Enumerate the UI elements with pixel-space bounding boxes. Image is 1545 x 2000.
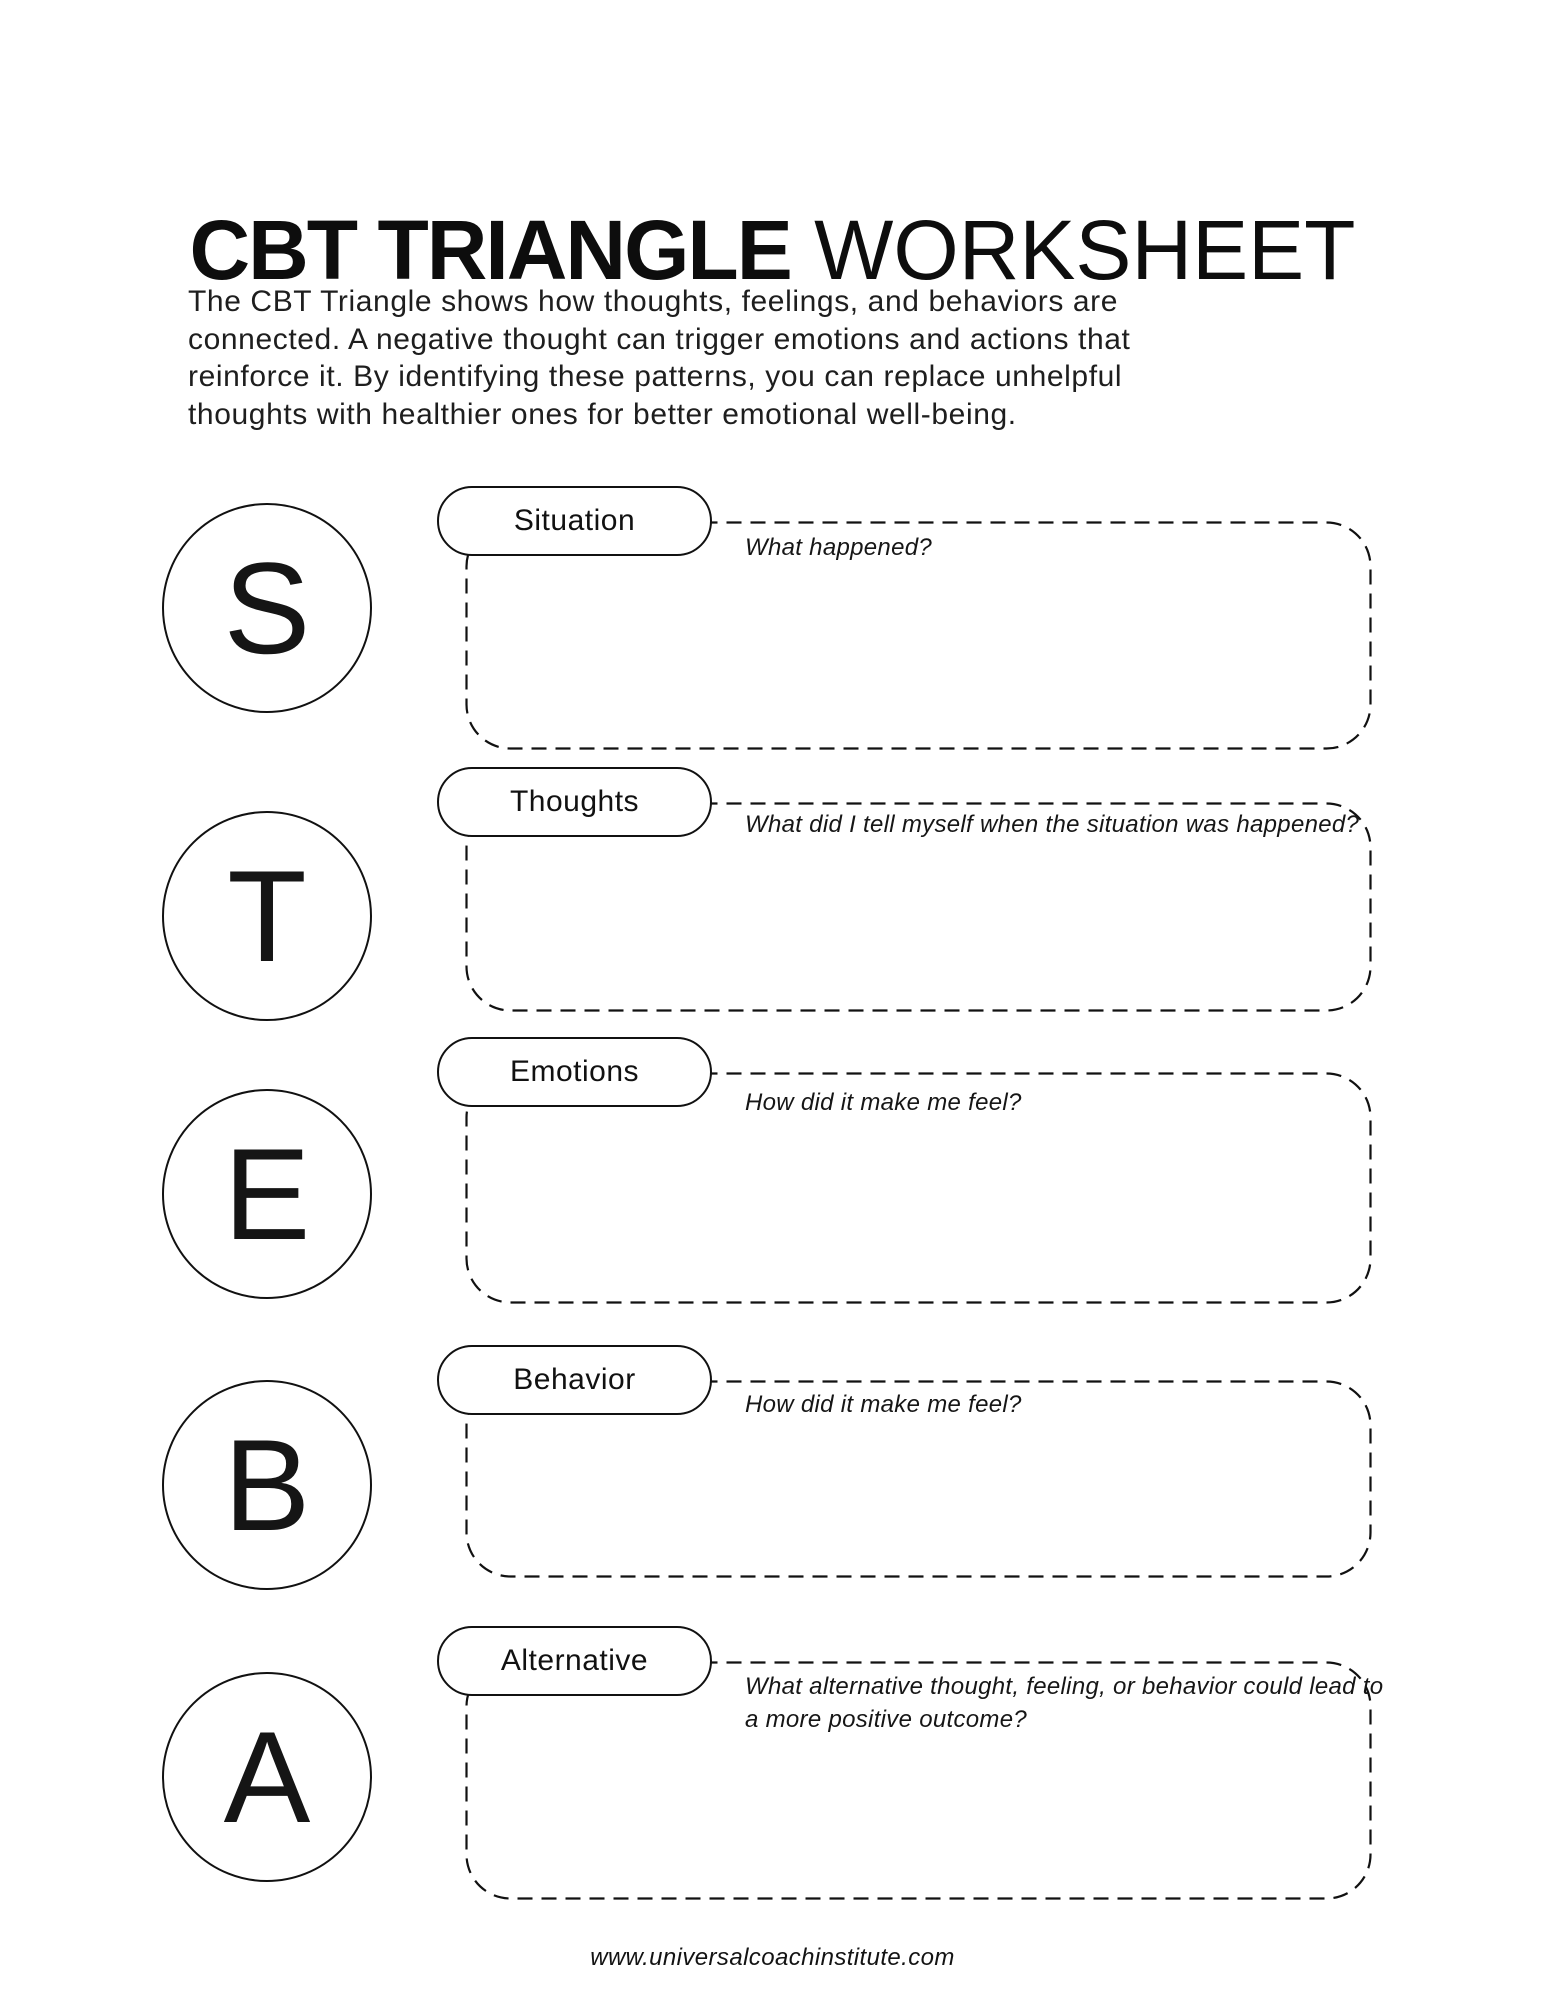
letter-circle-s: S <box>162 503 372 713</box>
label-pill-alternative: Alternative <box>437 1626 712 1696</box>
label-pill-behavior: Behavior <box>437 1345 712 1415</box>
prompt-text-alternative: What alternative thought, feeling, or behavior could lead to a more positive outcome? <box>745 1673 1384 1733</box>
letter-circle-b: B <box>162 1380 372 1590</box>
intro-line: connected. A negative thought can trigger emotions and actions that <box>188 322 1131 356</box>
page-title-light: WORKSHEET <box>814 203 1356 298</box>
letter-circle-t: T <box>162 811 372 1021</box>
footer-url: www.universalcoachinstitute.com <box>590 1944 955 1971</box>
label-pill-thoughts: Thoughts <box>437 767 712 837</box>
label-pill-emotions: Emotions <box>437 1037 712 1107</box>
letter-circle-e: E <box>162 1089 372 1299</box>
intro-line: The CBT Triangle shows how thoughts, feelings, and behaviors are <box>188 285 1119 318</box>
intro-paragraph <box>188 283 1131 433</box>
prompt-text-thoughts: What did I tell myself when the situation was happened? <box>745 811 1360 838</box>
page-title <box>0 203 1545 298</box>
letter-circle-a: A <box>162 1672 372 1882</box>
prompt-text-situation: What happened? <box>745 534 933 561</box>
intro-line: reinforce it. By identifying these patterns, you can replace unhelpful <box>188 360 1123 393</box>
page-title-bold: CBT TRIANGLE <box>189 203 791 298</box>
prompt-text-behavior: How did it make me feel? <box>745 1391 1022 1418</box>
label-pill-situation: Situation <box>437 486 712 556</box>
prompt-text-emotions: How did it make me feel? <box>745 1089 1022 1116</box>
intro-line: thoughts with healthier ones for better emotional well-being. <box>188 397 1017 431</box>
